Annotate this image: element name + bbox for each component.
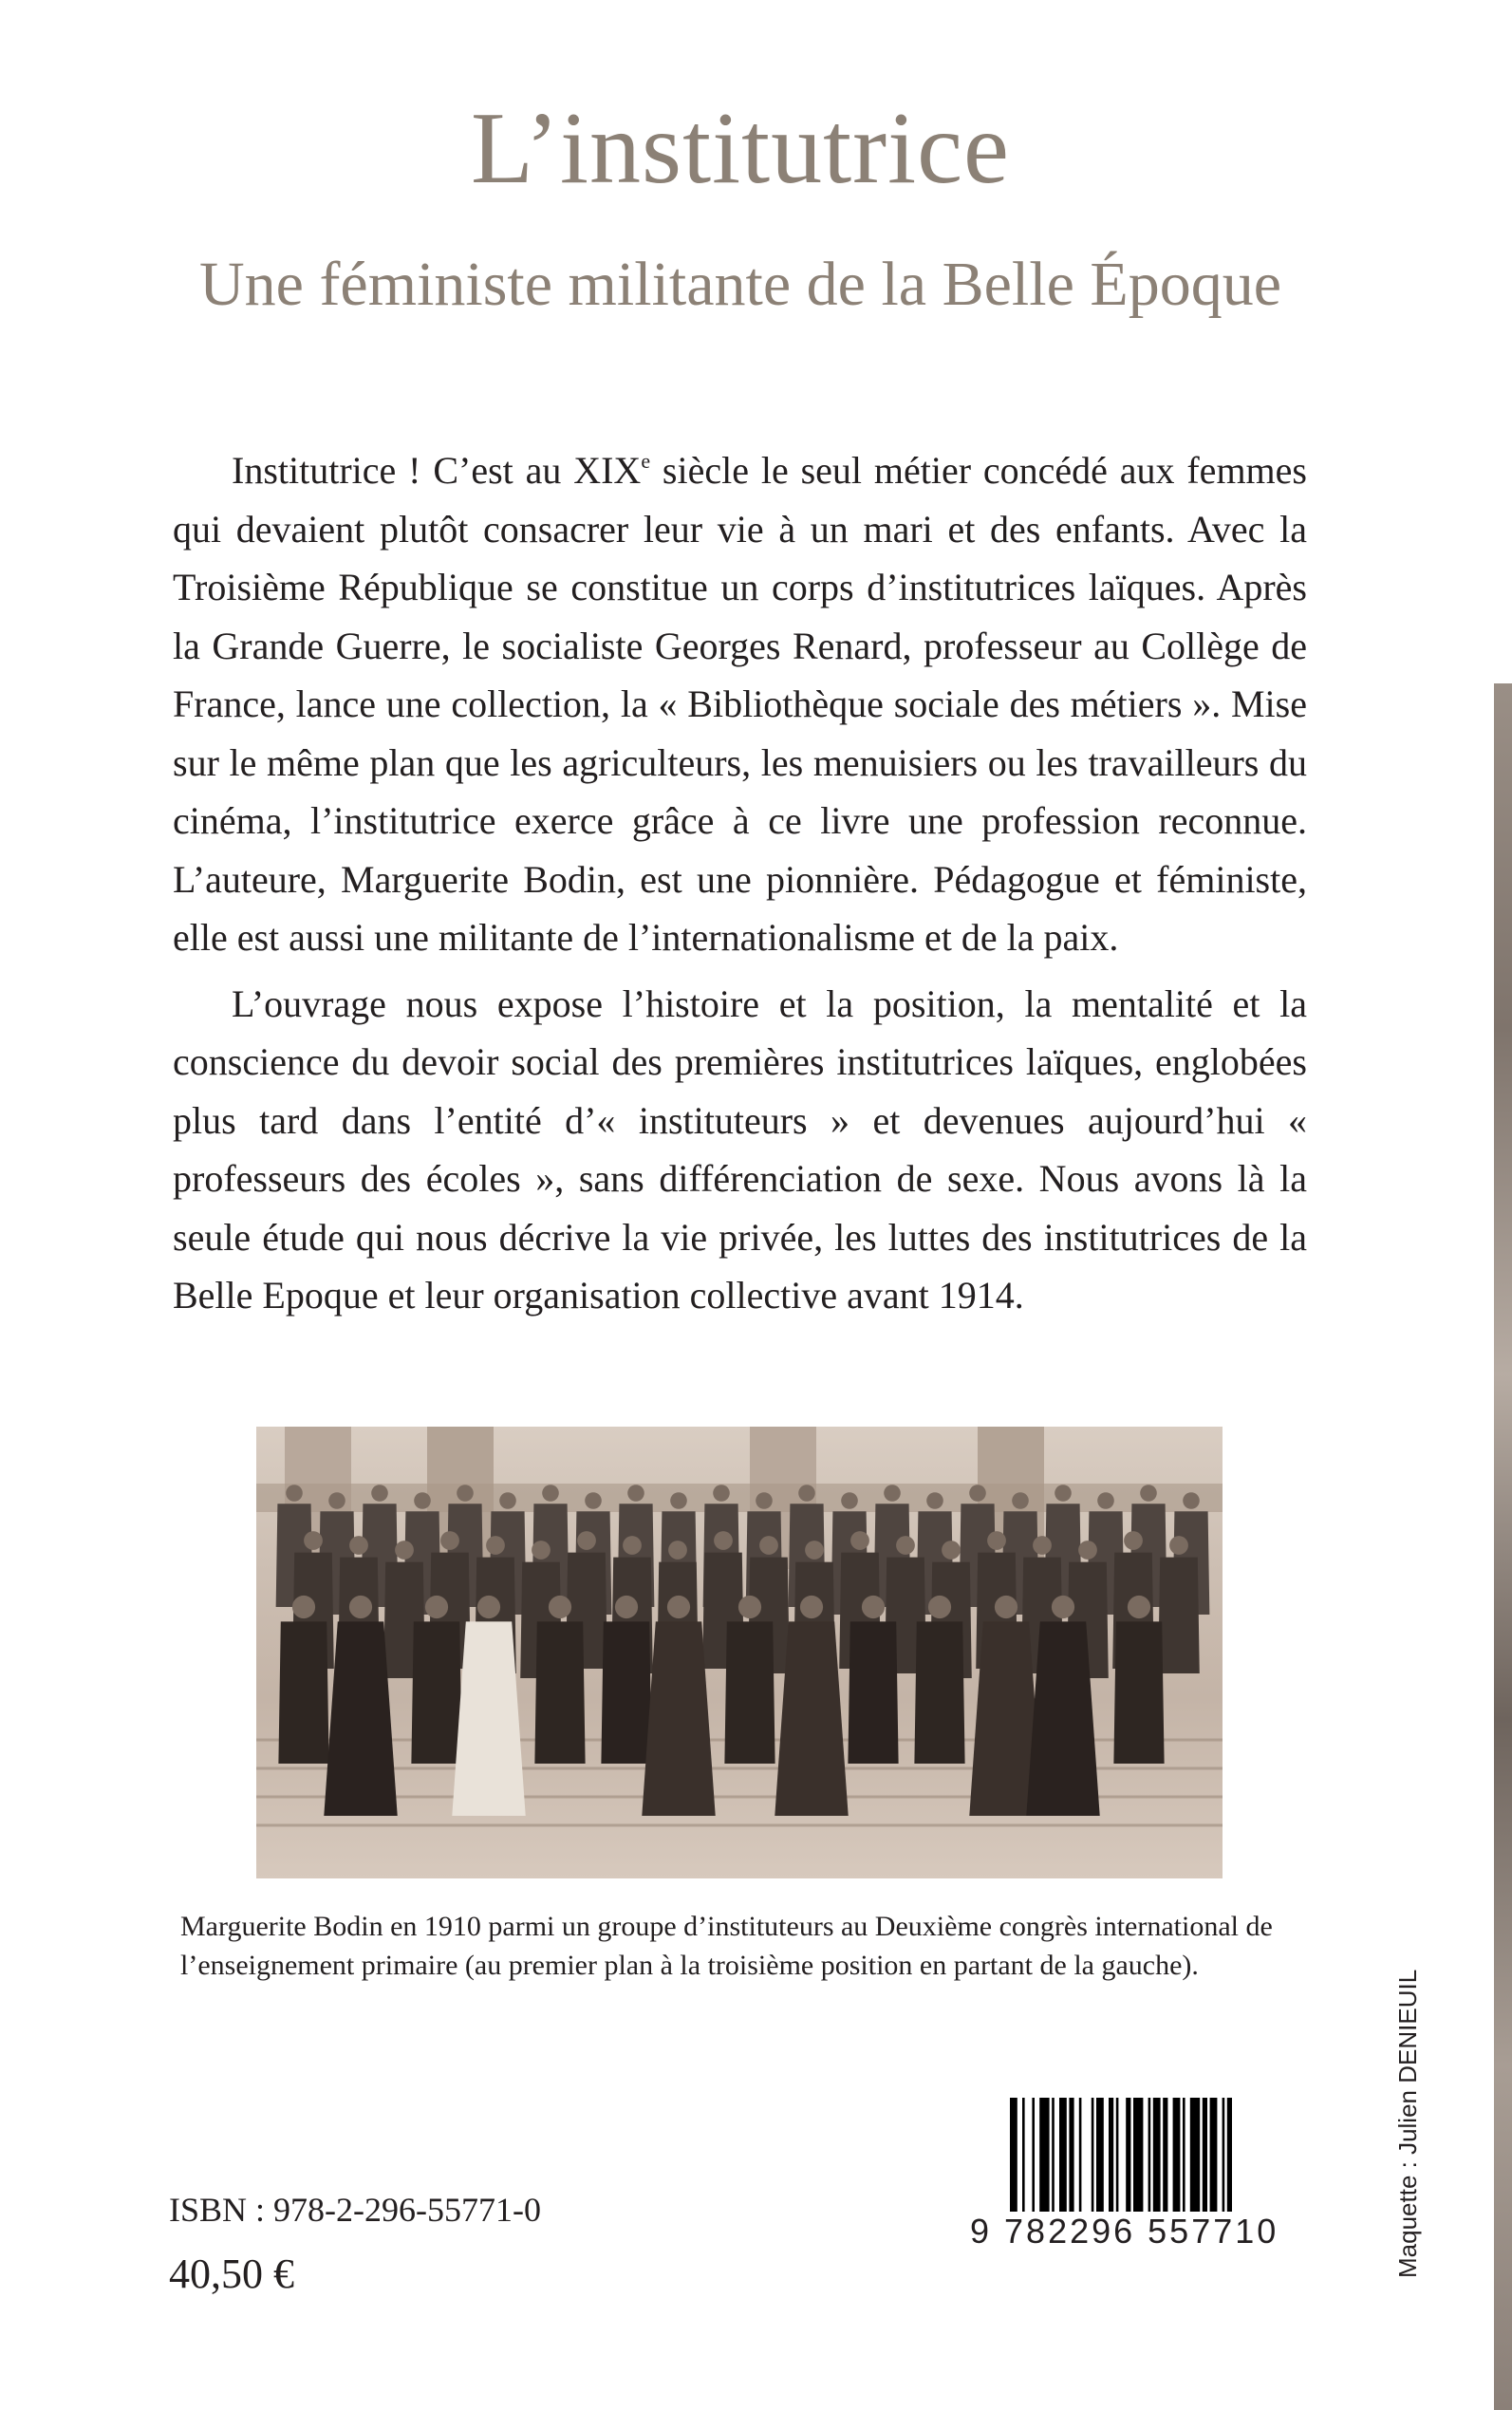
price: 40,50 € bbox=[169, 2251, 294, 2297]
blurb bbox=[173, 441, 1307, 1333]
group-photo-illustration bbox=[256, 1427, 1223, 1878]
book-title: L’institutrice bbox=[471, 92, 1010, 205]
group-photo bbox=[256, 1427, 1223, 1878]
photo-caption: Marguerite Bodin en 1910 parmi un groupe d’instituteurs au Deuxième congrès international de l’enseignement primaire (au premier plan à la troisième position en partant de la gauche). bbox=[180, 1911, 1273, 1981]
isbn: ISBN : 978-2-296-55771-0 bbox=[169, 2191, 541, 2229]
design-credit: Maquette : Julien DENIEUIL bbox=[1393, 1969, 1422, 2278]
barcode-number: 9 782296 557710 bbox=[970, 2212, 1279, 2251]
spine-edge bbox=[1494, 683, 1512, 2410]
blurb-paragraph-1: Institutrice ! C’est au XIXe siècle le seul métier concédé aux femmes qui devaient plutôt consacrer leur vie à un mari et des enfants. Avec la Troisième République se constitue un corps d’institutrices laïques. Après la Grande Guerre, le socialiste Georges Renard, professeur au Collège de France, lance une collection, la « Bibliothèque sociale des métiers ». Mise sur le même plan que les agriculteurs, les menuisiers ou les travailleurs du cinéma, l’institutrice exerce grâce à ce livre une profession reconnue. L’auteure, Marguerite Bodin, est une pionnière. Pédagogue et féministe, elle est aussi une militante de l’internationalisme et de la paix. bbox=[173, 449, 1307, 959]
blurb-paragraph-2: L’ouvrage nous expose l’histoire et la position, la mentalité et la conscience du devoir social des premières institutrices laïques, englobées plus tard dans l’entité d’« instituteurs » et devenues aujourd’hui « professeurs des écoles », sans différenciation de sexe. Nous avons là la seule étude qui nous décrive la vie privée, les luttes des institutrices de la Belle Epoque et leur organisation collective avant 1914. bbox=[173, 981, 1307, 1317]
book-subtitle: Une féministe militante de la Belle Époque bbox=[199, 250, 1281, 319]
